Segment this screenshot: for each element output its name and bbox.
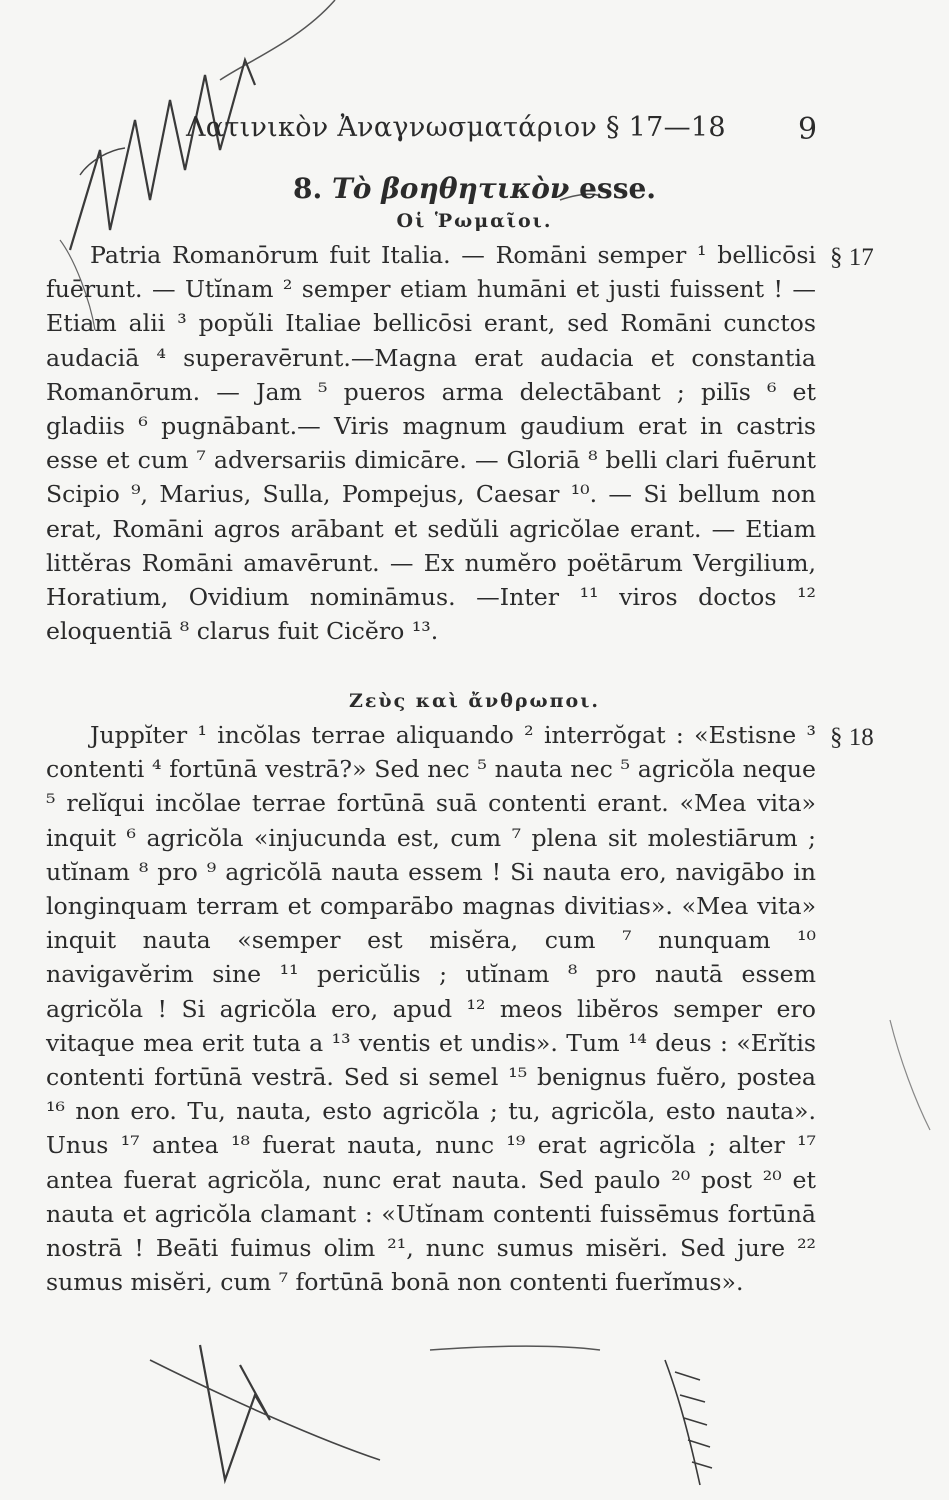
lesson-title-latin: esse. bbox=[579, 172, 657, 205]
subtitle-romans: Οἱ Ῥωμαῖοι. bbox=[396, 210, 553, 232]
paragraph-zeus-and-men: Juppĭter ¹ incŏlas terrae aliquando ² interrŏgat : «Estisne ³ contenti ⁴ fortūnā vestrā?» Sed nec ⁵ nauta nec ⁵ agricŏla neque ⁵ relĭqui incŏlae terrae fortūnā suā contenti erant. «Mea vita» inquit ⁶ agricŏla «injucunda est, cum ⁷ plena sit molestiārum ; utĭnam ⁸ pro ⁹ agricŏlā nauta essem ! Si nauta ero, navigābo in longinquam terram et comparābo magnas divitias». «Mea vita» inquit nauta «semper est misĕra, cum ⁷ nunquam ¹⁰ navigavĕrim sine ¹¹ pericŭlis ; utĭnam ⁸ pro nautā essem agricŏla ! Si agricŏla ero, apud ¹² meos libĕros semper ero vitaque mea erit tuta a ¹³ ventis et undis». Tum ¹⁴ deus : «Erĭtis contenti fortūnā vestrā. Sed si semel ¹⁵ benignus fuĕro, postea ¹⁶ non ero. Tu, nauta, esto agricŏla ; tu, agricŏla, esto nauta». Unus ¹⁷ antea ¹⁸ fuerat nauta, nunc ¹⁹ erat agricŏla ; alter ¹⁷ antea fuerat agricŏla, nunc erat nauta. Sed paulo ²⁰ post ²⁰ et nauta et agricŏla clamant : «Utĭnam contenti fuissēmus fortūnā nostrā ! Beāti fuimus olim ²¹, nunc sumus misĕri. Sed jure ²² sumus misĕri, cum ⁷ fortūnā bonā non contenti fuerĭmus». bbox=[46, 721, 816, 1297]
section-label-17: § 17 bbox=[830, 244, 874, 271]
running-header: Λατινικὸν Ἀναγνωσματάριον § 17—18 bbox=[186, 112, 726, 143]
page-number: 9 bbox=[798, 112, 818, 147]
lesson-title-greek: Τὸ βοηθητικὸν bbox=[331, 172, 570, 205]
subtitle-zeus-and-men: Ζεὺς καὶ ἄνθρωποι. bbox=[348, 690, 601, 712]
lesson-title bbox=[0, 172, 949, 205]
paragraph-romans: Patria Romanōrum fuit Italia. — Romāni semper ¹ bellicōsi fuērunt. — Utĭnam ² semper etiam humāni et justi fuissent ! — Etiam alii ³ popŭli Italiae bellicōsi erant, sed Romāni cunctos audaciā ⁴ superavērunt.—Magna erat audacia et constantia Romanōrum. — Jam ⁵ pueros arma delectābant ; pilīs ⁶ et gladiis ⁶ pugnābant.— Viris magnum gaudium erat in castris esse et cum ⁷ adversariis dimicāre. — Gloriā ⁸ belli clari fuērunt Scipio ⁹, Marius, Sulla, Pompejus, Caesar ¹⁰. — Si bellum non erat, Romāni agros arābant et sedŭli agricŏlae erant. — Etiam littĕras Romāni amavērunt. — Ex numĕro poëtārum Vergilium, Horatium, Ovidium nomināmus. —Inter ¹¹ viros doctos ¹² eloquentiā ⁸ clarus fuit Cicĕro ¹³. bbox=[46, 241, 816, 646]
lesson-number: 8. bbox=[292, 172, 323, 205]
section-label-18: § 18 bbox=[830, 724, 874, 751]
